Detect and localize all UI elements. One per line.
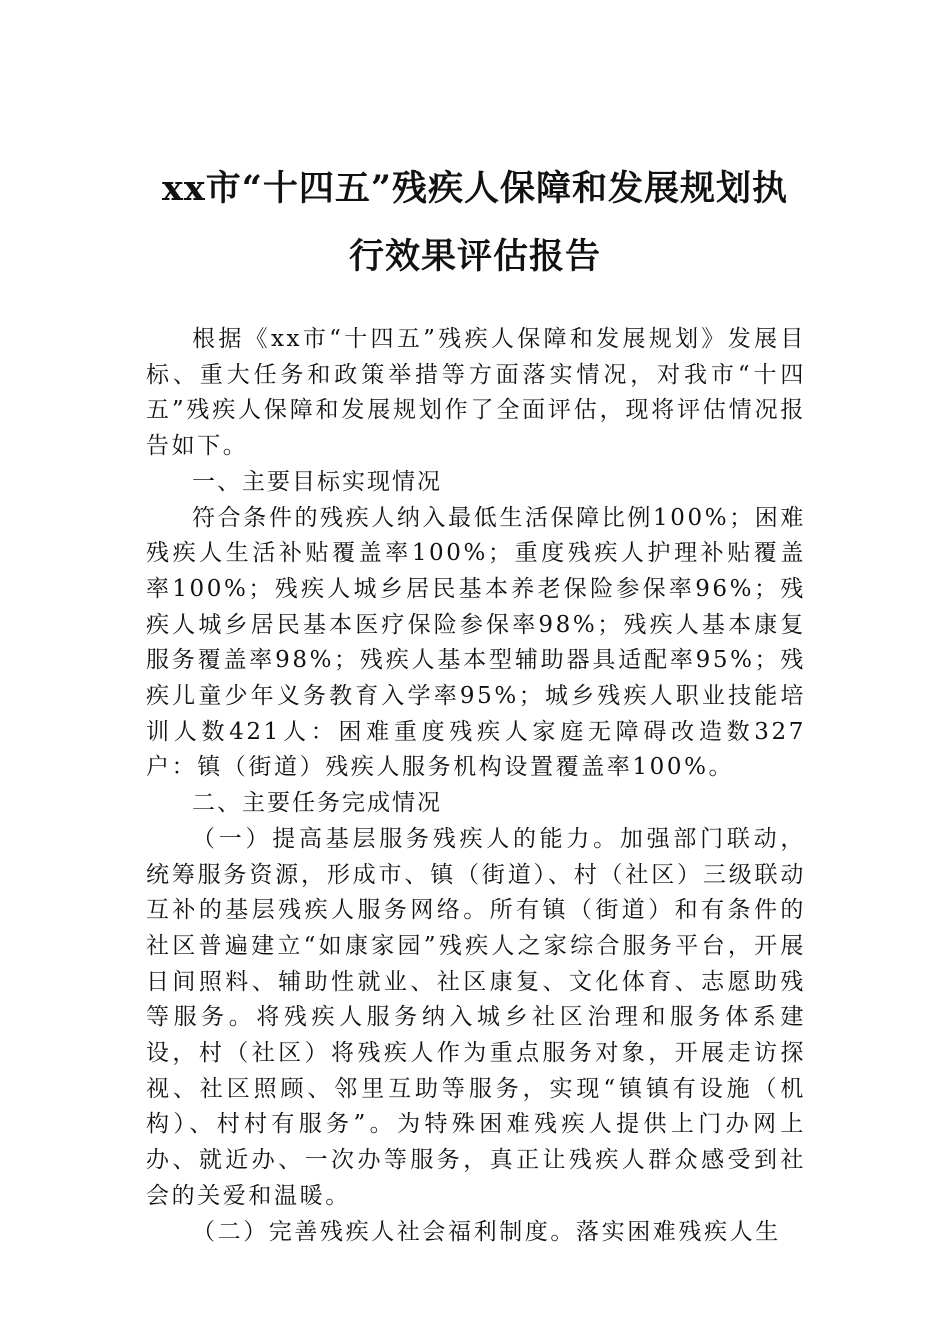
section-2-paragraph-1: （一）提高基层服务残疾人的能力。加强部门联动，统筹服务资源，形成市、镇（街道）、村（社区）三级联动互补的基层残疾人服务网络。所有镇（街道）和有条件的社区普遍建立“如康家园”残疾人之家综合服务平台，开展日间照料、辅助性就业、社区康复、文化体育、志愿助残等服务。将残疾人服务纳入城乡社区治理和服务体系建设，村（社区）将残疾人作为重点服务对象，开展走访探视、社区照顾、邻里互助等服务，实现“镇镇有设施（机构）、村村有服务”。为特殊困难残疾人提供上门办网上办、就近办、一次办等服务，真正让残疾人群众感受到社会的关爱和温暖。 — [146, 825, 806, 1209]
section-2-heading: 二、主要任务完成情况 — [192, 790, 442, 817]
section-1-paragraph: 符合条件的残疾人纳入最低生活保障比例100%；困难残疾人生活补贴覆盖率100%；重度残疾人护理补贴覆盖率100%；残疾人城乡居民基本养老保险参保率96%；残疾人城乡居民基本医疗保险参保率98%；残疾人基本康复服务覆盖率98%；残疾人基本型辅助器具适配率95%；残疾儿童少年义务教育入学率95%；城乡残疾人职业技能培训人数421人：困难重度残疾人家庭无障碍改造数327户：镇（街道）残疾人服务机构设置覆盖率100%。 — [146, 504, 806, 781]
document-body — [146, 322, 806, 1250]
document-title-line-2: 行效果评估报告 — [348, 236, 601, 277]
section-2-paragraph-2: （二）完善残疾人社会福利制度。落实困难残疾人生 — [192, 1218, 781, 1245]
section-1-heading: 一、主要目标实现情况 — [192, 468, 442, 495]
intro-paragraph: 根据《xx市“十四五”残疾人保障和发展规划》发展目标、重大任务和政策举措等方面落实情况，对我市“十四五”残疾人保障和发展规划作了全面评估，现将评估情况报告如下。 — [146, 326, 806, 460]
document-title-line-1: xx市“十四五”残疾人保障和发展规划执 — [162, 168, 788, 209]
